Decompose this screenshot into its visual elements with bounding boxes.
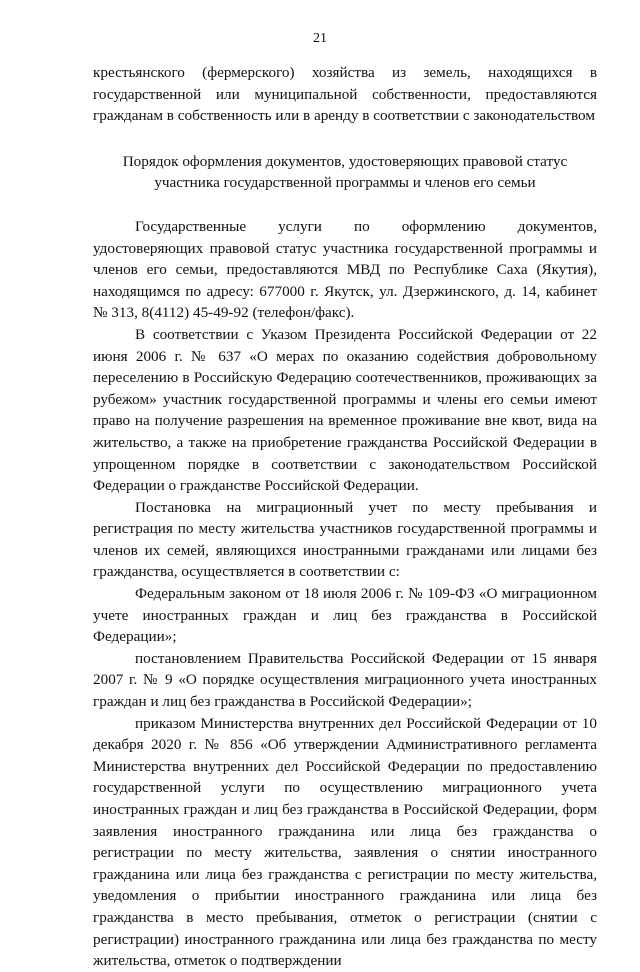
paragraph-ministry-order: приказом Министерства внутренних дел Российской Федерации от 10 декабря 2020 г. № 856 «Об утверждении Административного регламента Министерства внутренних дел Российской Федерации по предоставлению государственной услуги по осуществлению миграционного учета иностранных граждан и лиц без гражданства в Российской Федерации, форм заявления иностранного гражданина или лица без гражданства о регистрации по месту жительства, заявления о снятии иностранного гражданина или лица без гражданства с регистрации по месту жительства, уведомления о прибытии иностранного гражданина или лица без гражданства в место пребывания, отметок о регистрации (снятии с регистрации) иностранного гражданина или лица без гражданства по месту жительства, отметок о подтверждении bbox=[93, 714, 597, 970]
section-title-line-1: Порядок оформления документов, удостоверяющих правовой статус bbox=[122, 152, 568, 170]
paragraph-decree: В соответствии с Указом Президента Российской Федерации от 22 июня 2006 г. № 637 «О мерах по оказанию содействия добровольному переселению в Российскую Федерацию соотечественников, проживающих за рубежом» участник государственной программы и члены его семьи имеют право на получение разрешения на временное проживание вне квот, вида на жительство, а также на приобретение гражданства Российской Федерации в упрощенном порядке в соответствии с законодательством Российской Федерации о гражданстве Российской Федерации. bbox=[93, 325, 597, 495]
document-body bbox=[93, 62, 597, 972]
paragraph-government-resolution: постановлением Правительства Российской Федерации от 15 января 2007 г. № 9 «О порядке осуществления миграционного учета иностранных граждан и лиц без гражданства в Российской Федерации»; bbox=[93, 649, 597, 711]
section-title-line-2: участника государственной программы и членов его семьи bbox=[154, 174, 536, 192]
paragraph-migration-registration: Постановка на миграционный учет по месту пребывания и регистрация по месту жительства участников государственной программы и членов их семей, являющихся иностранными гражданами или лицами без гражданства, осуществляется в соответствии с: bbox=[93, 498, 597, 581]
paragraph-services: Государственные услуги по оформлению документов, удостоверяющих правовой статус участника государственной программы и членов его семьи, предоставляются МВД по Республике Саха (Якутия), находящимся по адресу: 677000 г. Якутск, ул. Дзержинского, д. 14, кабинет № 313, 8(4112) 45-49-92 (телефон/факс). bbox=[93, 217, 597, 322]
paragraph-federal-law: Федеральным законом от 18 июля 2006 г. № 109-ФЗ «О миграционном учете иностранных граждан и лиц без гражданства в Российской Федерации»; bbox=[93, 585, 597, 646]
page-number: 21 bbox=[313, 31, 327, 46]
intro-paragraph: крестьянского (фермерского) хозяйства из земель, находящихся в государственной или муниципальной собственности, предоставляются гражданам в собственность или в аренду в соответствии с законодательством bbox=[93, 64, 597, 125]
section-title bbox=[93, 151, 597, 194]
